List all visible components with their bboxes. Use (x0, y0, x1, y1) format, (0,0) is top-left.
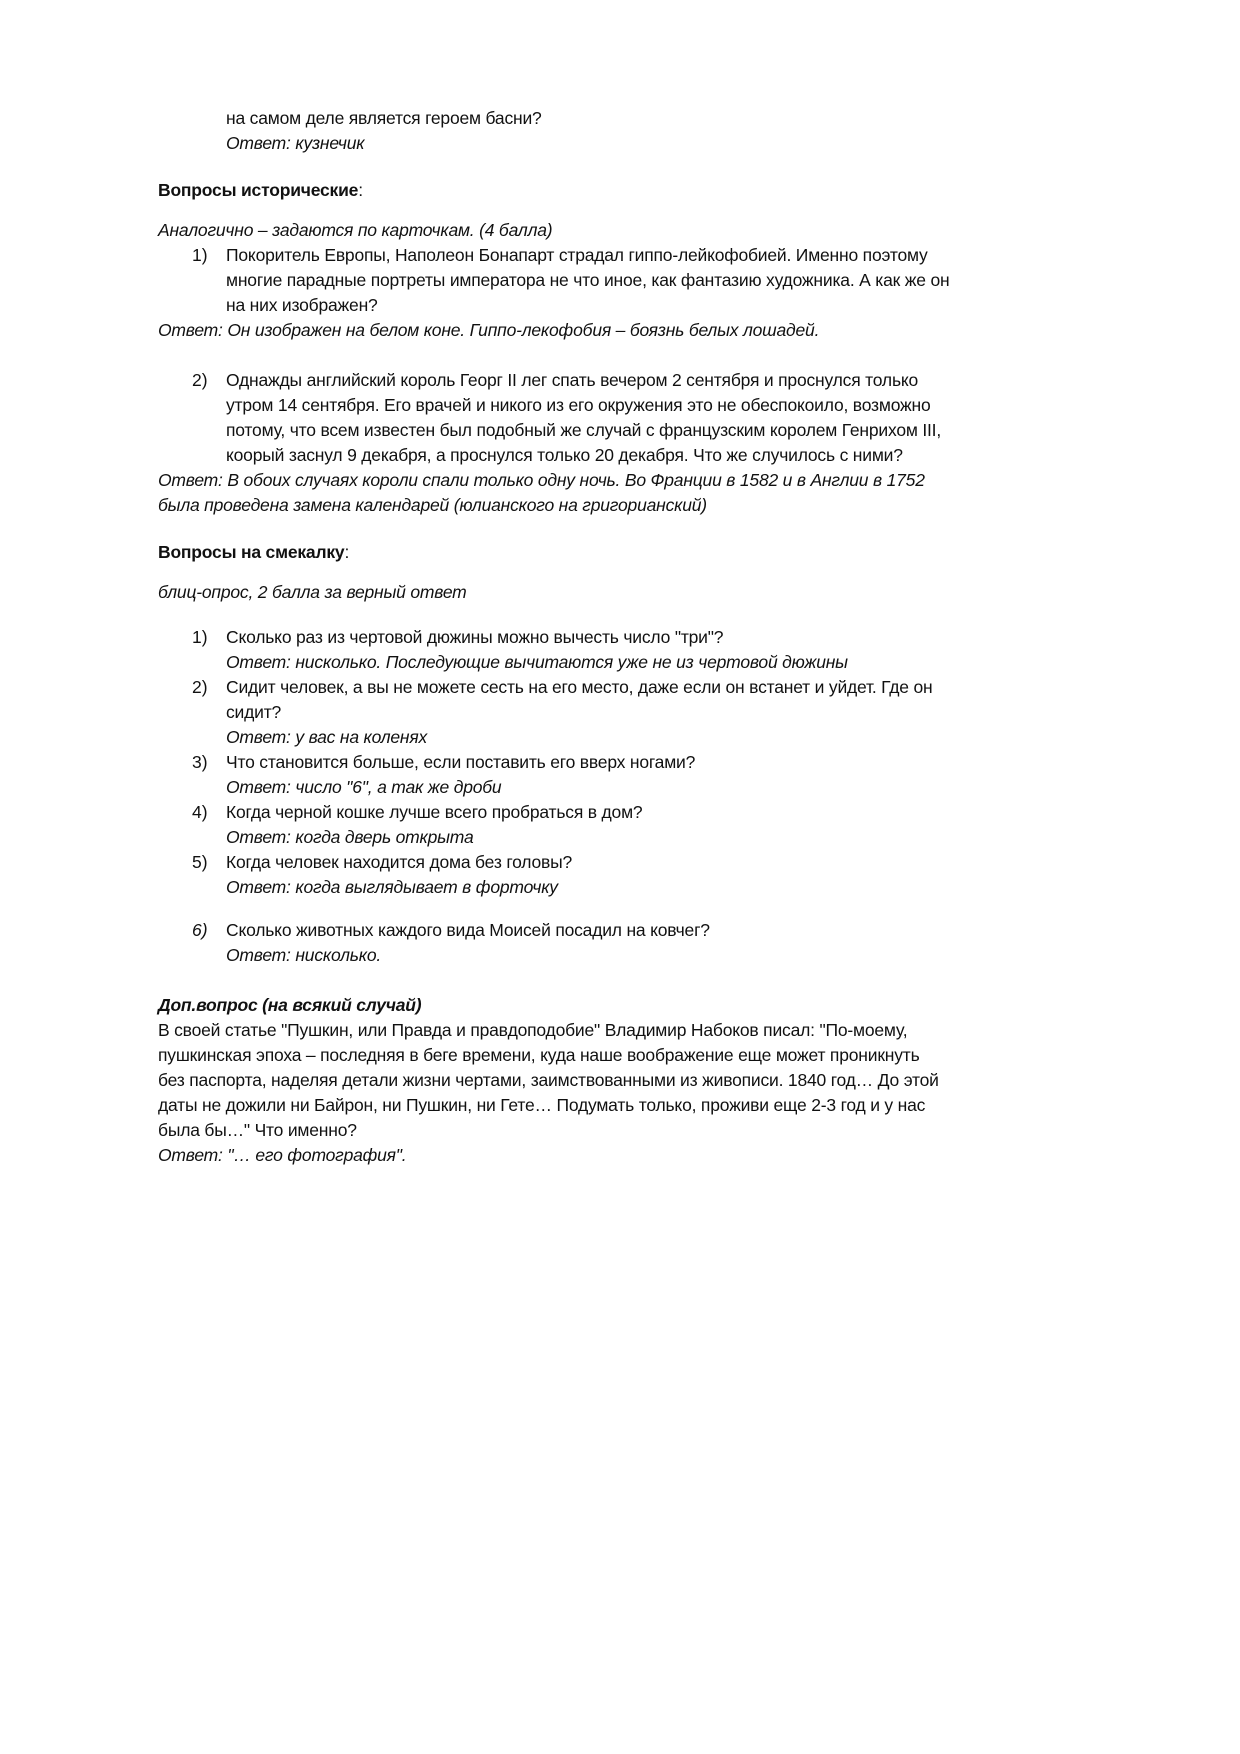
answer-text: была проведена замена календарей (юлианского на григорианский) (158, 495, 707, 515)
question-line: сидит? (226, 702, 282, 722)
question-line: Когда черной кошке лучше всего пробраться в дом? (226, 802, 643, 822)
question-line: Покоритель Европы, Наполеон Бонапарт страдал гиппо-лейкофобией. Именно поэтому (226, 245, 928, 265)
question-line: на них изображен? (226, 295, 378, 315)
answer-text: Ответ: когда дверь открыта (226, 827, 474, 847)
list-number: 2) (192, 370, 208, 390)
question-line: Сидит человек, а вы не можете сесть на его место, даже если он встанет и уйдет. Где он (226, 677, 933, 697)
list-number: 5) (192, 852, 208, 872)
section-heading-wit (158, 540, 349, 565)
heading-colon: : (358, 180, 363, 200)
paragraph-line: была бы…" Что именно? (158, 1120, 357, 1140)
question-line: Сколько раз из чертовой дюжины можно вычесть число "три"? (226, 627, 724, 647)
list-number: 3) (192, 752, 208, 772)
answer-text: Ответ: "… его фотография". (158, 1145, 407, 1165)
question-line: Когда человек находится дома без головы? (226, 852, 573, 872)
section-note: блиц-опрос, 2 балла за верный ответ (158, 582, 467, 602)
question-line: утром 14 сентября. Его врачей и никого из его окружения это не обеспокоило, возможно (226, 395, 931, 415)
question-line: потому, что всем известен был подобный же случай с французским королем Генрихом III, (226, 420, 941, 440)
section-heading-extra: Доп.вопрос (на всякий случай) (158, 995, 422, 1015)
paragraph-line: В своей статье "Пушкин, или Правда и правдоподобие" Владимир Набоков писал: "По-моему, (158, 1020, 908, 1040)
heading-colon: : (344, 542, 350, 562)
question-line: Что становится больше, если поставить его вверх ногами? (226, 752, 696, 772)
answer-text: Ответ: В обоих случаях короли спали только одну ночь. Во Франции в 1582 и в Англии в 1752 (158, 470, 925, 490)
answer-text: Ответ: Он изображен на белом коне. Гиппо-лекофобия – боязнь белых лошадей. (158, 320, 820, 340)
question-text: на самом деле является героем басни? (226, 108, 542, 128)
question-line: многие парадные портреты императора не что иное, как фантазию художника. А как же он (226, 270, 950, 290)
answer-text: Ответ: кузнечик (226, 133, 365, 153)
list-number: 1) (192, 627, 208, 647)
paragraph-line: без паспорта, наделяя детали жизни чертами, заимствованными из живописи. 1840 год… До этой (158, 1070, 939, 1090)
answer-text: Ответ: нисколько. (226, 945, 382, 965)
question-line: Однажды английский король Георг II лег спать вечером 2 сентября и проснулся только (226, 370, 919, 390)
paragraph-line: пушкинская эпоха – последняя в беге времени, куда наше воображение еще может проникнуть (158, 1045, 920, 1065)
answer-text: Ответ: число "6", а так же дроби (226, 777, 502, 797)
list-number: 1) (192, 245, 208, 265)
paragraph-line: даты не дожили ни Байрон, ни Пушкин, ни Гете… Подумать только, проживи еще 2-3 год и у нас (158, 1095, 926, 1115)
answer-text: Ответ: когда выглядывает в форточку (226, 877, 558, 897)
heading-text: Вопросы исторические (158, 180, 359, 200)
list-number: 2) (192, 677, 208, 697)
question-line: коорый заснул 9 декабря, а проснулся только 20 декабря. Что же случилось с ними? (226, 445, 903, 465)
list-number: 6) (192, 920, 208, 940)
answer-text: Ответ: нисколько. Последующие вычитаются уже не из чертовой дюжины (226, 652, 848, 672)
question-line: Сколько животных каждого вида Моисей посадил на ковчег? (226, 920, 710, 940)
list-number: 4) (192, 802, 208, 822)
section-heading-history (158, 178, 363, 203)
section-note: Аналогично – задаются по карточкам. (4 балла) (158, 220, 553, 240)
answer-text: Ответ: у вас на коленях (226, 727, 428, 747)
heading-text: Вопросы на смекалку (158, 542, 345, 562)
